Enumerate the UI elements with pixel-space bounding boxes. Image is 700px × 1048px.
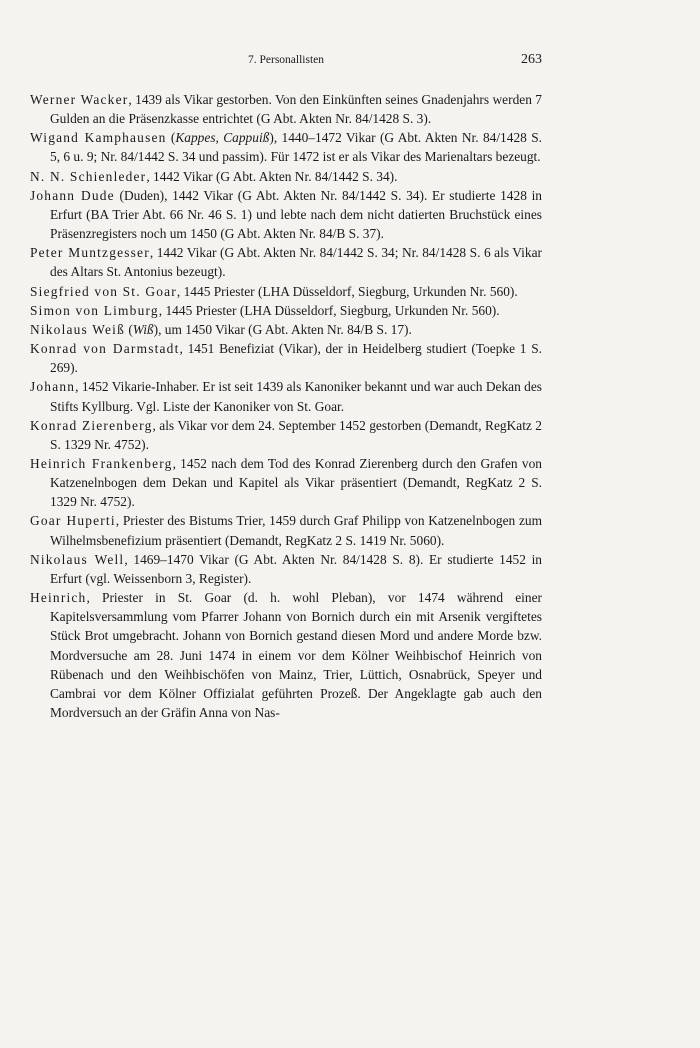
person-name: Konrad Zierenberg	[30, 417, 153, 433]
list-item	[30, 377, 542, 415]
list-item	[30, 243, 542, 281]
person-name: Heinrich Frankenberg	[30, 455, 173, 471]
person-name: Simon von Limburg	[30, 302, 159, 318]
person-name: Goar Huperti	[30, 513, 116, 529]
person-name: Konrad von Darmstadt	[30, 341, 180, 357]
running-header	[30, 52, 542, 72]
person-name: Siegfried von St. Goar	[30, 283, 177, 299]
entry-text: , 1451 Benefiziat (Vikar), der in Heidelberg studiert (Toepke 1 S. 269).	[50, 341, 542, 376]
entry-text: , Priester des Bistums Trier, 1459 durch Graf Philipp von Katzenelnbogen zum Wilhelmsbenefizium präsentiert (Demandt, RegKatz 2 S. 1419 Nr. 5060).	[50, 513, 543, 548]
entry-text: , Priester in St. Goar (d. h. wohl Pleban), vor 1474 während einer Kapitelsversammlung vom Pfarrer Johann von Bornich durch ein mit Arsenik vergiftetes Stück Brot umgebracht. Johann von Bornich gestand diesen Mord und andere Morde bzw. Mordversuche am 28. Juni 1474 in einem vor dem Kölner Weihbischof Heinrich von Rübenach und den Weihbischöfen von Mainz, Trier, Lüttich, Osnabrück, Speyer und Cambrai vor dem Kölner Offizialat geführten Prozeß. Der Angeklagte gab auch den Mordversuch an der Gräfin Anna von Nas-	[50, 590, 542, 720]
entry-text: (Duden), 1442 Vikar (G Abt. Akten Nr. 84/1442 S. 34). Er studierte 1428 in Erfurt (BA Trier Abt. 66 Nr. 46 S. 1) und lebte nach dem nicht datierten Bruchstück eines Präsenzregisters noch um 1450 (G Abt. Akten Nr. 84/B S. 37).	[50, 187, 542, 242]
entry-text: , 1445 Priester (LHA Düsseldorf, Siegburg, Urkunden Nr. 560).	[176, 283, 518, 299]
person-name: Werner Wacker	[30, 92, 129, 107]
person-name: Peter Muntzgesser	[30, 245, 150, 261]
list-item	[30, 454, 542, 511]
entry-text: , als Vikar vor dem 24. September 1452 gestorben (Demandt, RegKatz 2 S. 1329 Nr. 4752).	[50, 417, 542, 452]
list-item	[30, 511, 542, 549]
list-item	[30, 128, 542, 166]
entry-text: , 1445 Priester (LHA Düsseldorf, Siegburg, Urkunden Nr. 560).	[158, 302, 500, 318]
list-item	[30, 550, 542, 588]
list-item	[30, 588, 542, 722]
entry-text: (	[166, 130, 176, 146]
entry-text: ), 1440–1472 Vikar (G Abt. Akten Nr. 84/1428 S. 5, 6 u. 9; Nr. 84/1442 S. 34 und passim). Für 1472 ist er als Vikar des Marienaltars bezeugt.	[50, 130, 542, 165]
entry-text: , 1452 nach dem Tod des Konrad Zierenberg durch den Grafen von Katzenelnbogen dem Dekan und Kapitel als Vikar präsentiert (Demandt, RegKatz 2 S. 1329 Nr. 4752).	[50, 455, 542, 510]
entry-list	[30, 90, 542, 722]
entry-text: , 1439 als Vikar gestorben. Von den Einkünften seines Gnadenjahrs werden 7 Gulden an die Präsenzkasse entrichtet (G Abt. Akten Nr. 84/1428 S. 3).	[50, 92, 542, 127]
entry-text: , 1442 Vikar (G Abt. Akten Nr. 84/1442 S. 34).	[146, 168, 398, 184]
page-number: 263	[521, 52, 542, 67]
list-item	[30, 282, 542, 301]
person-name: Nikolaus Well	[30, 551, 125, 567]
person-name: N. N. Schienleder	[30, 168, 147, 184]
entry-text: (	[124, 321, 133, 337]
list-item	[30, 320, 542, 339]
person-name: Johann	[30, 379, 76, 395]
entry-text: , 1469–1470 Vikar (G Abt. Akten Nr. 84/1428 S. 8). Er studierte 1452 in Erfurt (vgl. Weissenborn 3, Register).	[50, 551, 543, 586]
person-name: Nikolaus Weiß	[30, 321, 125, 337]
list-item	[30, 90, 542, 128]
chapter-title: 7. Personallisten	[247, 54, 325, 66]
person-name: Wigand Kamphausen	[30, 130, 167, 146]
entry-text: , 1452 Vikarie-Inhaber. Er ist seit 1439 als Kanoniker bekannt und war auch Dekan des Stifts Kyllburg. Vgl. Liste der Kanoniker von St. Goar.	[50, 379, 542, 414]
entry-text: , 1442 Vikar (G Abt. Akten Nr. 84/1442 S. 34; Nr. 84/1428 S. 6 als Vikar des Altars St. Antonius bezeugt).	[50, 245, 542, 280]
person-name: Heinrich	[30, 590, 87, 606]
list-item	[30, 167, 542, 186]
list-item	[30, 301, 542, 320]
person-name: Johann Dude	[30, 187, 115, 203]
name-variant: Kappes, Cappuiß	[175, 130, 270, 146]
list-item	[30, 339, 542, 377]
entry-text: ), um 1450 Vikar (G Abt. Akten Nr. 84/B S. 17).	[153, 321, 412, 337]
list-item	[30, 416, 542, 454]
name-variant: Wiß	[132, 321, 154, 337]
list-item	[30, 186, 542, 243]
